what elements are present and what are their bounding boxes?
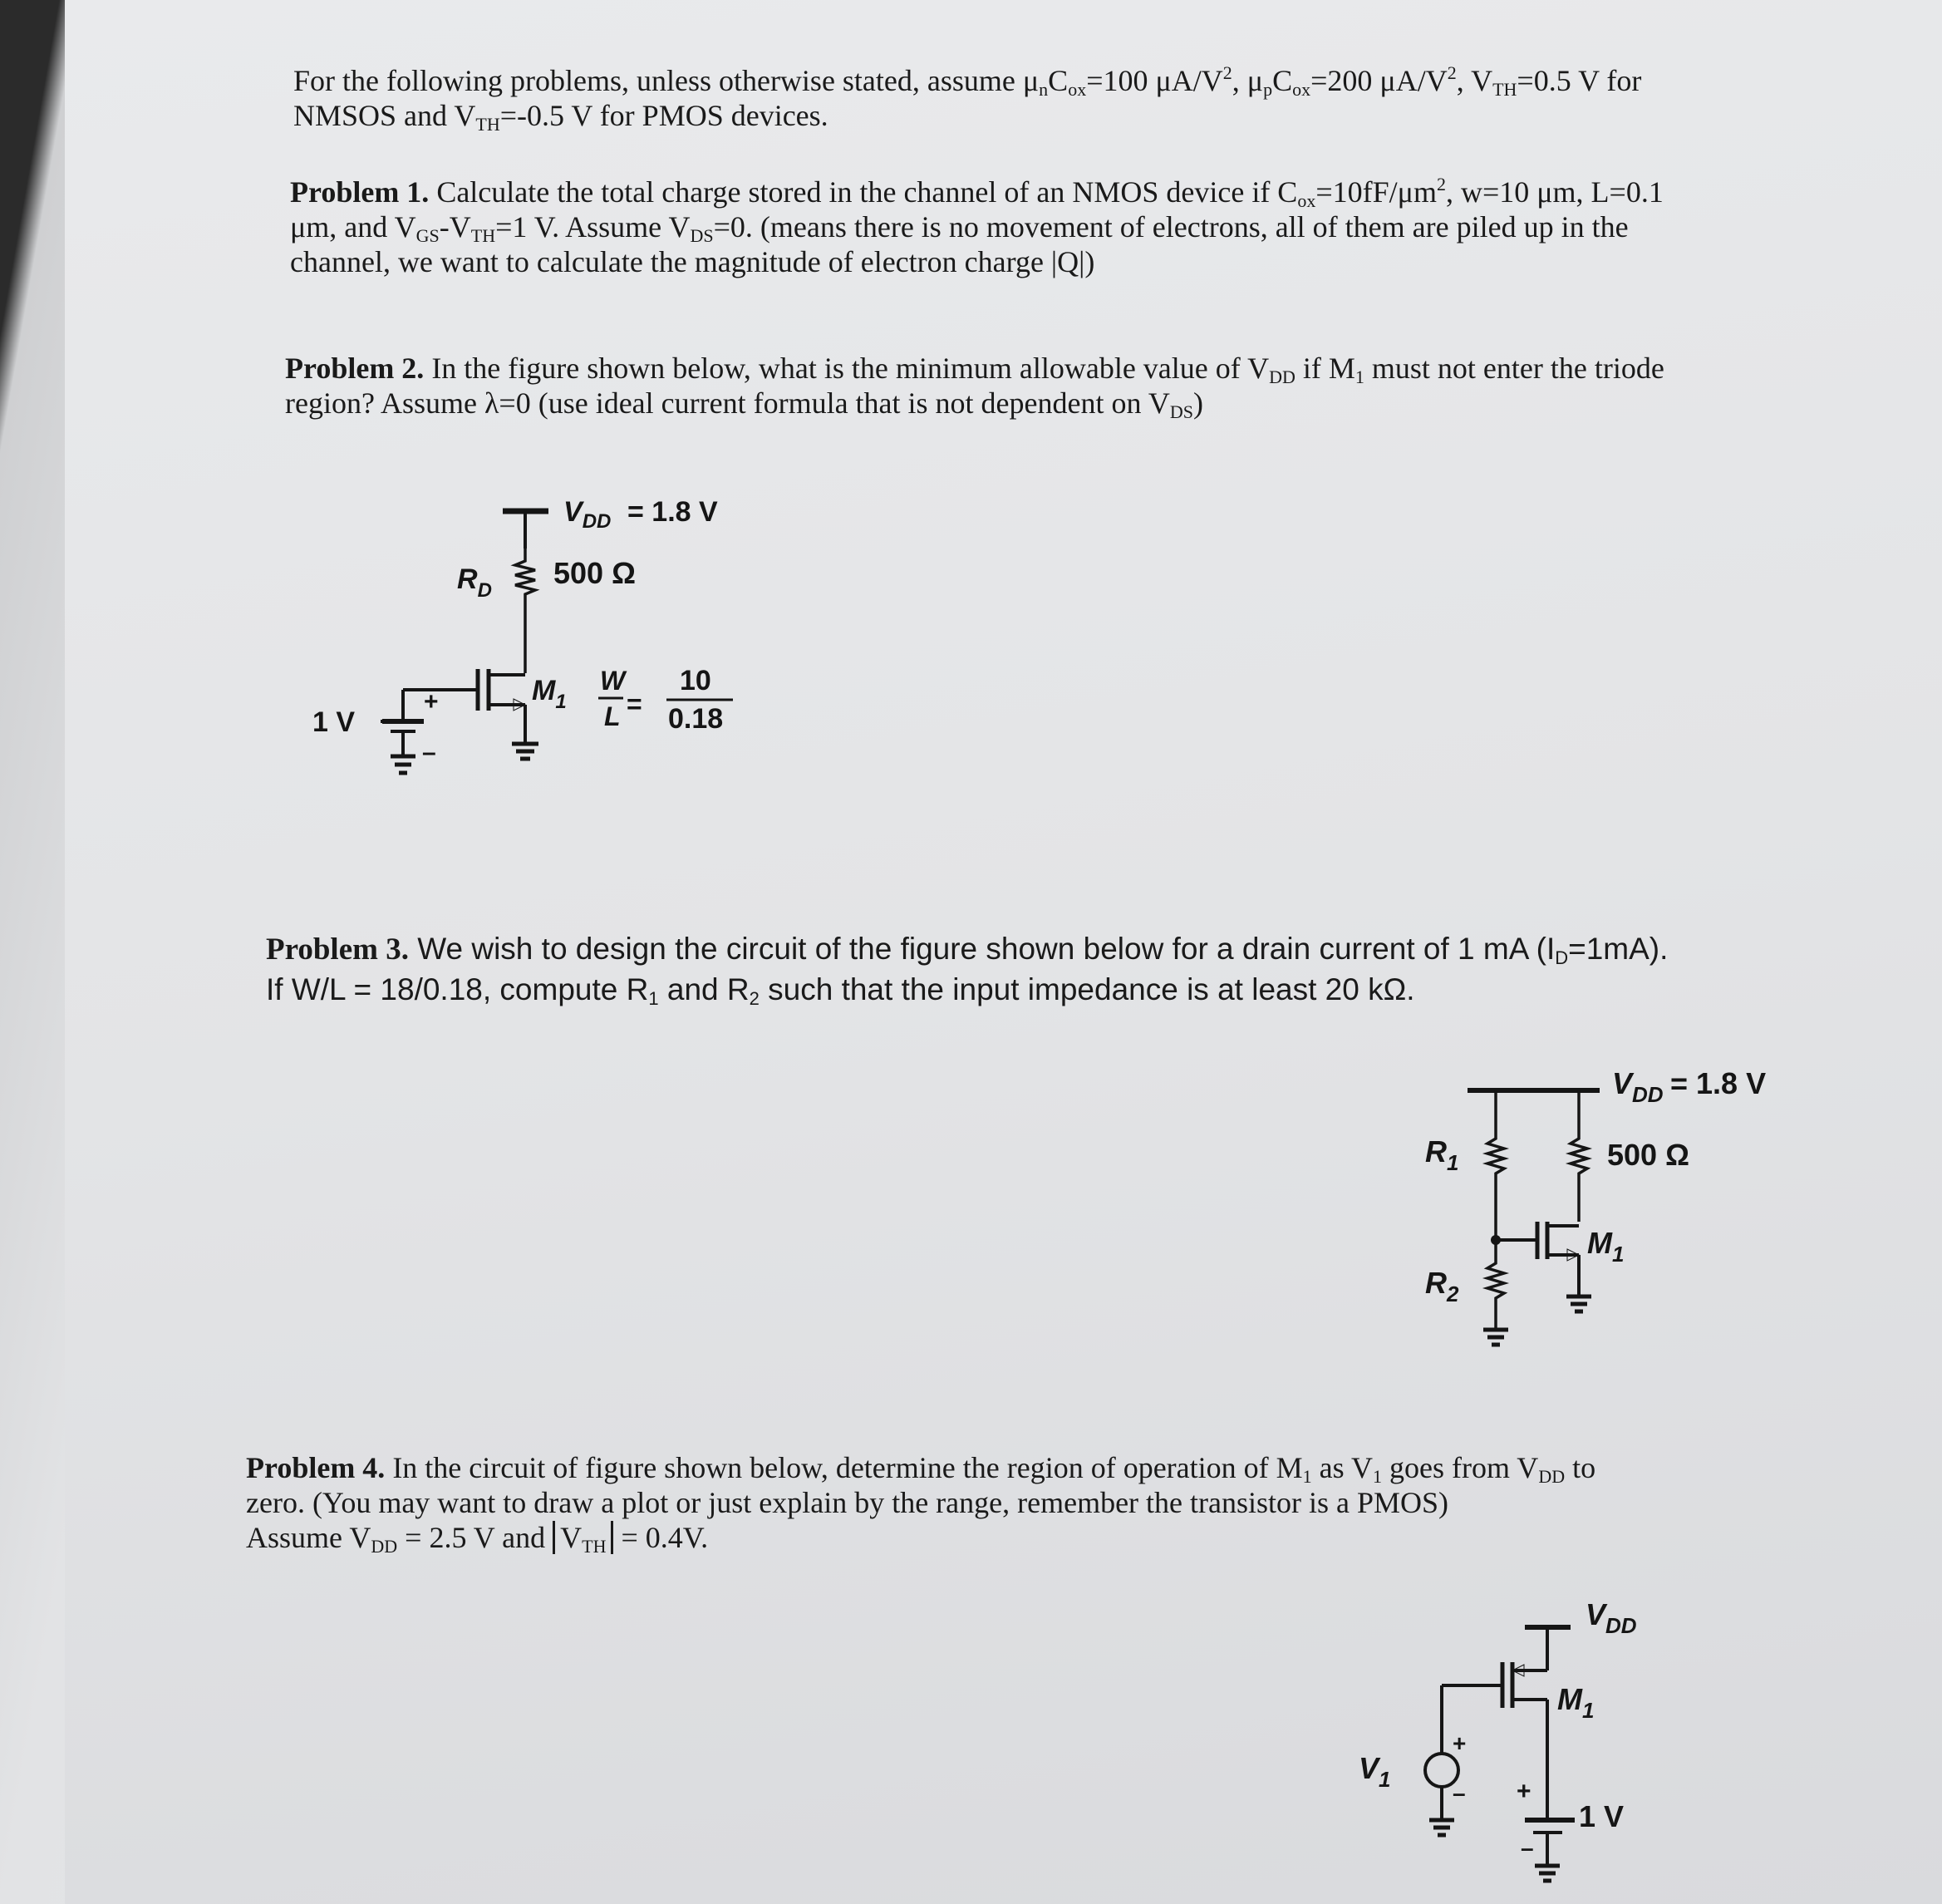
resistor-rd [1571,1090,1587,1222]
problem-4-text: Problem 4. In the circuit of figure shown below, determine the region of operation of $M_1$ as $V_1$ goes from $V_{DD}$ to zero. (You may want to draw a plot or just explain by the range, remember the transistor is a PMOS) Assume $V_{DD} = 2.5$ V and $V_{TH} = 0.4V$. [246,1451,1596,1557]
svg-text:0.18: 0.18 [668,703,724,735]
problem-1-text: Problem 1. Calculate the total charge stored in the channel of an NMOS device if $C_{ox}=10fF/\mu m^2$, w=10 μm, L=0.1 μm, and $V_{GS}-V_{TH}=1$ V. Assume $V_{DS}=0$. (means there is no movement of electrons, all of them are piled up in the channel, we want to calculate the magnitude of electron charge |Q|) [290,174,1664,278]
svg-text:+: + [424,688,439,716]
svg-text:V1: $V_1$ [1359,1751,1391,1792]
svg-text:VDD: $V_{DD}$ [1586,1597,1637,1638]
svg-text:–: – [422,739,436,766]
svg-text:VDD: $V_{DD}$ [563,496,612,533]
resistor-r1 [1487,1090,1504,1240]
svg-text:–: – [1521,1835,1534,1861]
intro-text: For the following problems, unless otherwise stated, assume $\mu_nC_{ox}=100$ $\mu A/V^2$, $\mu_pC_{ox}=200$ $\mu A/V^2$, $V_{TH}=0.5$ V for NMSOS and $V_{TH}=-0.5$ V for PMOS devices. [293,62,1642,135]
figure-4-circuit [1346,1592,1712,1899]
problem-2-text: Problem 2. In the figure shown below, what is the minimum allowable value of $V_{DD}$ if $M_1$ must not enter the triode region? Assume λ=0 (use ideal current formula that is not dependent on $V_{DS}$) [285,352,1664,422]
svg-text:R1: $R_1$ [1425,1134,1459,1175]
svg-text:10: 10 [680,665,711,696]
svg-text:VDD: $V_{DD}$ [1612,1066,1664,1107]
svg-text:L: L [604,701,621,731]
svg-text:500 Ω: 500 Ω [1607,1138,1689,1172]
problem-3-text: Problem 3. We wish to design the circuit of the figure shown below for a drain current of 1 mA $(I_D=1mA)$. If W/L = 18/0.18, compute $R_1$ and $R_2$ such that the input impedance is at least 20 kΩ. [266,932,1669,1009]
svg-text:= 1.8 V: = 1.8 V [627,496,718,528]
svg-text:RD: $R_D$ [457,563,492,602]
svg-text:1 V: 1 V [312,706,356,738]
svg-text:1 V: 1 V [1579,1799,1625,1833]
figure-2-circuit [307,482,773,814]
svg-text:=: = [627,689,642,719]
svg-text:M1: $M_1$ [1587,1226,1625,1267]
svg-text:–: – [1453,1780,1466,1806]
svg-text:+: + [1517,1778,1531,1805]
svg-text:500 Ω: 500 Ω [553,556,636,590]
svg-text:M1: $M_1$ [1557,1682,1595,1723]
resistor-r2 [1487,1240,1504,1330]
figure-3-circuit [1413,1055,1795,1371]
resistor-rd [515,549,535,673]
svg-text:= 1.8 V: = 1.8 V [1670,1066,1767,1100]
svg-text:W: W [600,666,626,696]
svg-text:+: + [1453,1730,1467,1756]
svg-text:R2: $R_2$ [1425,1266,1459,1306]
svg-text:M1: $M_1$ [532,675,567,713]
